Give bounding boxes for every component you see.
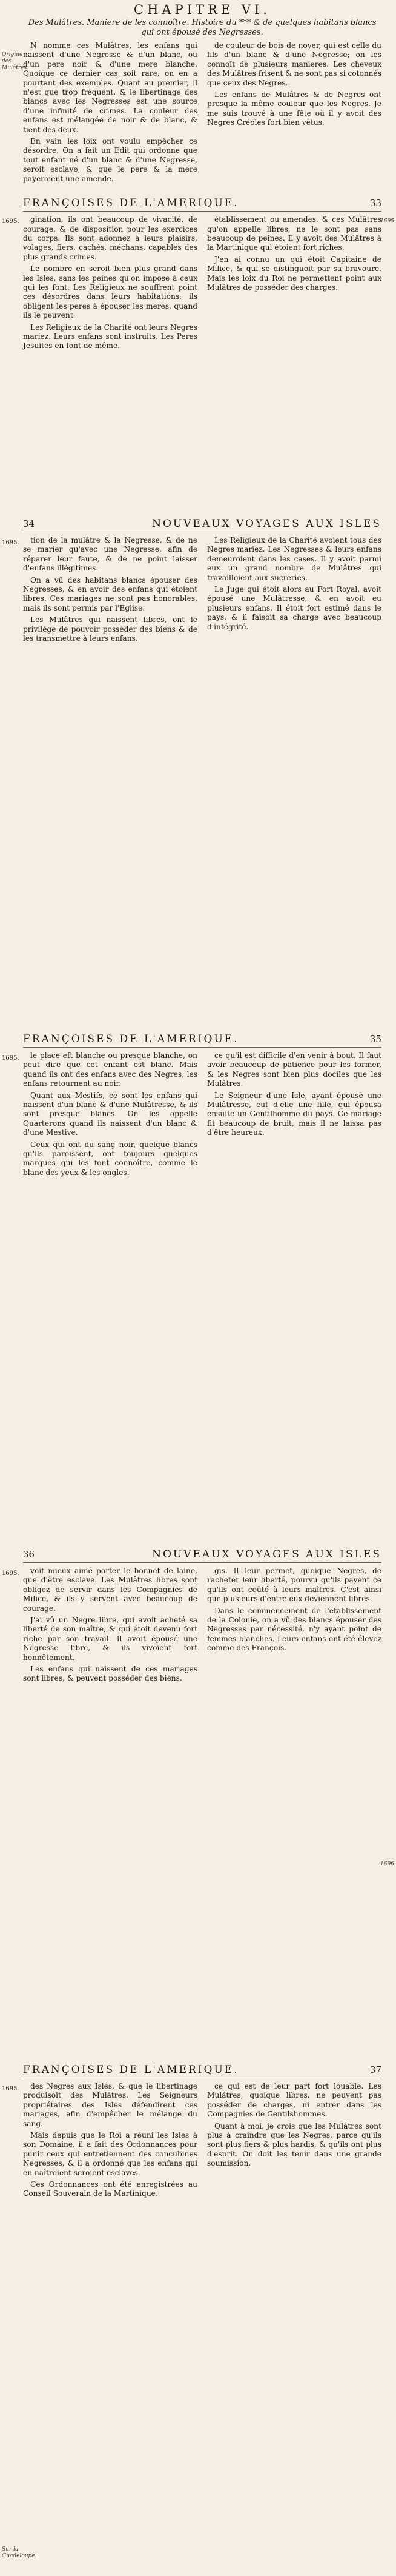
margin-year-right: 1696.: [380, 1861, 396, 1867]
text-columns: [23, 215, 381, 353]
margin-note: Sur la Guadeloupe.: [2, 2546, 37, 2559]
paragraph: Dans le commencement de l'établissement de la Colonie, on a vû des blancs épouser des Negresses par nécessité, n'y ayant point de femmes blanches. Leurs enfans ont été élevez comme des François.: [207, 1606, 381, 1653]
page-number: 34: [23, 518, 35, 529]
margin-note-origin: Origine des Mulâtres.: [2, 52, 28, 71]
paragraph: Les enfans qui naissent de ces mariages sont libres, & peuvent posséder des biens.: [23, 1665, 197, 1683]
paragraph: J'ai vû un Negre libre, qui avoit acheté sa liberté de son maître, & qui étoit devenu fort riche par son travail. Il avoit épousé une Negresse libre, & ils vivoient fort honnêtement.: [23, 1616, 197, 1662]
page-4: [0, 1546, 394, 2061]
paragraph: N nomme ces Mulâtres, les enfans qui naissent d'une Negresse & d'un blanc, ou d'un pere noir & d'une mere blanche. Quoique ce dernier cas soit rare, on en a pourtant des exemples. Quant au premier, il n'est que trop fréquent, & le libertinage des blancs avec les Negresses est une source d'une infinité de crimes. La couleur des enfans est mélangée de noir & de blanc, & tient des deux.: [23, 41, 197, 134]
paragraph: Le Juge qui étoit alors au Fort Royal, avoit épousé une Mulâtresse, & en avoit eu plusieurs enfans. Il étoit fort estimé dans le pays, & il faisoit sa charge avec beaucoup d'intégrité.: [207, 585, 381, 631]
column-left: [23, 41, 197, 186]
running-title: FRANÇOISES DE L'AMERIQUE.: [23, 2064, 239, 2076]
page-number: 35: [369, 1034, 381, 1045]
paragraph: On a vû des habitans blancs épouser des Negresses, & en avoir des enfans qui étoient libres. Ces mariages ne sont pas honorables, mais ils sont permis par l'Eglise.: [23, 575, 197, 612]
margin-year: 1695.: [2, 2086, 19, 2092]
text-columns: [23, 1051, 381, 1180]
page-5: [0, 2061, 394, 2576]
paragraph: Les Mulâtres qui naissent libres, ont le privilége de pouvoir posséder des biens & de les transmettre à leurs enfans.: [23, 615, 197, 643]
margin-year-right: 1695.: [380, 218, 396, 224]
page-number: 36: [23, 1549, 35, 1560]
column-left: [23, 2082, 197, 2201]
paragraph: J'en ai connu un qui étoit Capitaine de Milice, & qui se distinguoit par sa bravoure. Mais les loix du Roi ne permettent point aux Mulâtres de posséder des charges.: [207, 255, 381, 292]
page-2: [0, 515, 394, 1031]
paragraph: Le nombre en seroit bien plus grand dans les Isles, sans les peines qu'on impose à ceux qui les font. Les Religieux ne souffrent point ces désordres dans leurs habitations; ils obligent les peres à épouser les meres, quand ils le peuvent.: [23, 264, 197, 320]
running-head: [23, 515, 381, 532]
running-title: NOUVEAUX VOYAGES AUX ISLES: [152, 518, 381, 530]
paragraph: gination, ils ont beaucoup de vivacité, de courage, & de disposition pour les exercices du corps. Ils sont adonnez à leurs plaisirs, volages, fiers, cachés, méchans, capables des plus grands crimes.: [23, 215, 197, 261]
paragraph: le place eft blanche ou presque blanche, on peut dire que cet enfant est blanc. Mais quand ils ont des enfans avec des Negres, les enfans retournent au noir.: [23, 1051, 197, 1088]
margin-year: 1695.: [2, 218, 19, 225]
column-right: [207, 536, 381, 646]
paragraph: Quant à moi, je crois que les Mulâtres sont plus à craindre que les Negres, parce qu'ils sont plus fiers & plus hardis, & qu'ils ont plus d'esprit. On doit les tenir dans une grande soumission.: [207, 2121, 381, 2168]
paragraph: établissement ou amendes, & ces Mulâtres qu'on appelle libres, ne le sont pas sans beaucoup de peines. Il y avoit des Mulâtres à la Martinique qui étoient fort riches.: [207, 215, 381, 252]
running-title: FRANÇOISES DE L'AMERIQUE.: [23, 1033, 239, 1045]
running-head: [23, 2061, 381, 2078]
paragraph: de couleur de bois de noyer, qui est celle du fils d'un blanc & d'une Negresse; on les connoît de plusieurs manieres. Les cheveux des Mulâtres frisent & ne sont pas si cotonnés que ceux des Negres.: [207, 41, 381, 87]
page-number: 37: [369, 2064, 381, 2075]
page-3: [0, 1031, 394, 1546]
margin-year: 1695.: [2, 1570, 19, 1577]
paragraph: Ces Ordonnances ont été enregistrées au Conseil Souverain de la Martinique.: [23, 2180, 197, 2198]
running-title: NOUVEAUX VOYAGES AUX ISLES: [152, 1548, 381, 1561]
paragraph: Les Religieux de la Charité avoient tous des Negres mariez. Les Negresses & leurs enfans demeuroient dans les cases. Il y avoit parmi eux un grand nombre de Mulâtres qui travailloient aux sucreries.: [207, 536, 381, 582]
paragraph: Le Seigneur d'une Isle, ayant épousé une Mulâtresse, eut d'elle une fille, qui épousa ensuite un Gentilhomme du pays. Ce mariage fit beaucoup de bruit, mais il ne laissa pas d'être heureux.: [207, 1091, 381, 1137]
paragraph: Les Religieux de la Charité ont leurs Negres mariez. Leurs enfans sont instruits. Les Peres Jesuites en font de même.: [23, 323, 197, 350]
text-columns: [23, 1567, 381, 1686]
column-right: [207, 41, 381, 186]
text-columns: [23, 536, 381, 646]
page-1: [0, 0, 394, 515]
running-head: [23, 1031, 381, 1048]
text-columns: [23, 2082, 381, 2201]
running-title: FRANÇOISES DE L'AMERIQUE.: [23, 197, 239, 210]
running-head: [23, 195, 381, 212]
paragraph: voit mieux aimé porter le bonnet de laine, que d'être esclave. Les Mulâtres libres sont obligez de servir dans les Compagnies de Milice, & ils y servent avec beaucoup de courage.: [23, 1567, 197, 1613]
column-left: [23, 215, 197, 353]
column-left: [23, 536, 197, 646]
paragraph: gis. Il leur permet, quoique Negres, de racheter leur liberté, pourvu qu'ils payent ce qu'ils ont coûté à leurs maîtres. C'est ainsi que plusieurs d'entre eux deviennent libres.: [207, 1567, 381, 1604]
column-left: [23, 1567, 197, 1686]
page-number: 33: [369, 198, 381, 209]
paragraph: En vain les loix ont voulu empêcher ce désordre. On a fait un Edit qui ordonne que tout enfant né d'un blanc & d'une Negresse, seroit esclave, & que le pere & la mere payeroient une amende.: [23, 137, 197, 183]
margin-year: 1695.: [2, 1055, 19, 1062]
column-right: [207, 215, 381, 353]
chapter-title: CHAPITRE VI.: [134, 2, 271, 17]
paragraph: des Negres aux Isles, & que le libertinage produisoit des Mulâtres. Les Seigneurs propriétaires des Isles défendirent ces mariages, afin d'empêcher le mélange du sang.: [23, 2082, 197, 2128]
column-left: [23, 1051, 197, 1180]
chapter-subtitle: Des Mulâtres. Maniere de les connoître. Histoire du *** & de quelques habitans blancs qui ont épousé des Negresses.: [28, 18, 377, 37]
paragraph: Quant aux Mestifs, ce sont les enfans qui naissent d'un blanc & d'une Mulâtresse, & ils sont presque blancs. On les appelle Quarterons quand ils naissent d'un blanc & d'une Mestive.: [23, 1091, 197, 1137]
paragraph: Mais depuis que le Roi a réuni les Isles à son Domaine, il a fait des Ordonnances pour punir ceux qui entretiennent des concubines Negresses, & il a ordonné que les enfans qui en naîtroient seroient esclaves.: [23, 2131, 197, 2177]
column-right: [207, 1567, 381, 1686]
running-head: [23, 1546, 381, 1563]
paragraph: ce qu'il est difficile d'en venir à bout. Il faut avoir beaucoup de patience pour les former, & les Negres sont bien plus dociles que les Mulâtres.: [207, 1051, 381, 1088]
column-right: [207, 1051, 381, 1180]
text-columns: [23, 41, 381, 186]
column-right: [207, 2082, 381, 2201]
paragraph: tion de la mulâtre & la Negresse, & de ne se marier qu'avec une Negresse, afin de réparer leur faute, & de ne point laisser d'enfans illégitimes.: [23, 536, 197, 573]
paragraph: Ceux qui ont du sang noir, quelque blancs qu'ils paroissent, ont toujours quelques marques qui les font connoître, comme le blanc des yeux & les ongles.: [23, 1140, 197, 1177]
paragraph: Les enfans de Mulâtres & de Negres ont presque la même couleur que les Negres. Je me suis trouvé à une fête où il y avoit des Negres Créoles fort bien vêtus.: [207, 90, 381, 127]
paragraph: ce qui est de leur part fort louable. Les Mulâtres, quoique libres, ne peuvent pas posséder de charges, ni entrer dans les Compagnies de Gentilshommes.: [207, 2082, 381, 2119]
margin-year: 1695.: [2, 540, 19, 546]
